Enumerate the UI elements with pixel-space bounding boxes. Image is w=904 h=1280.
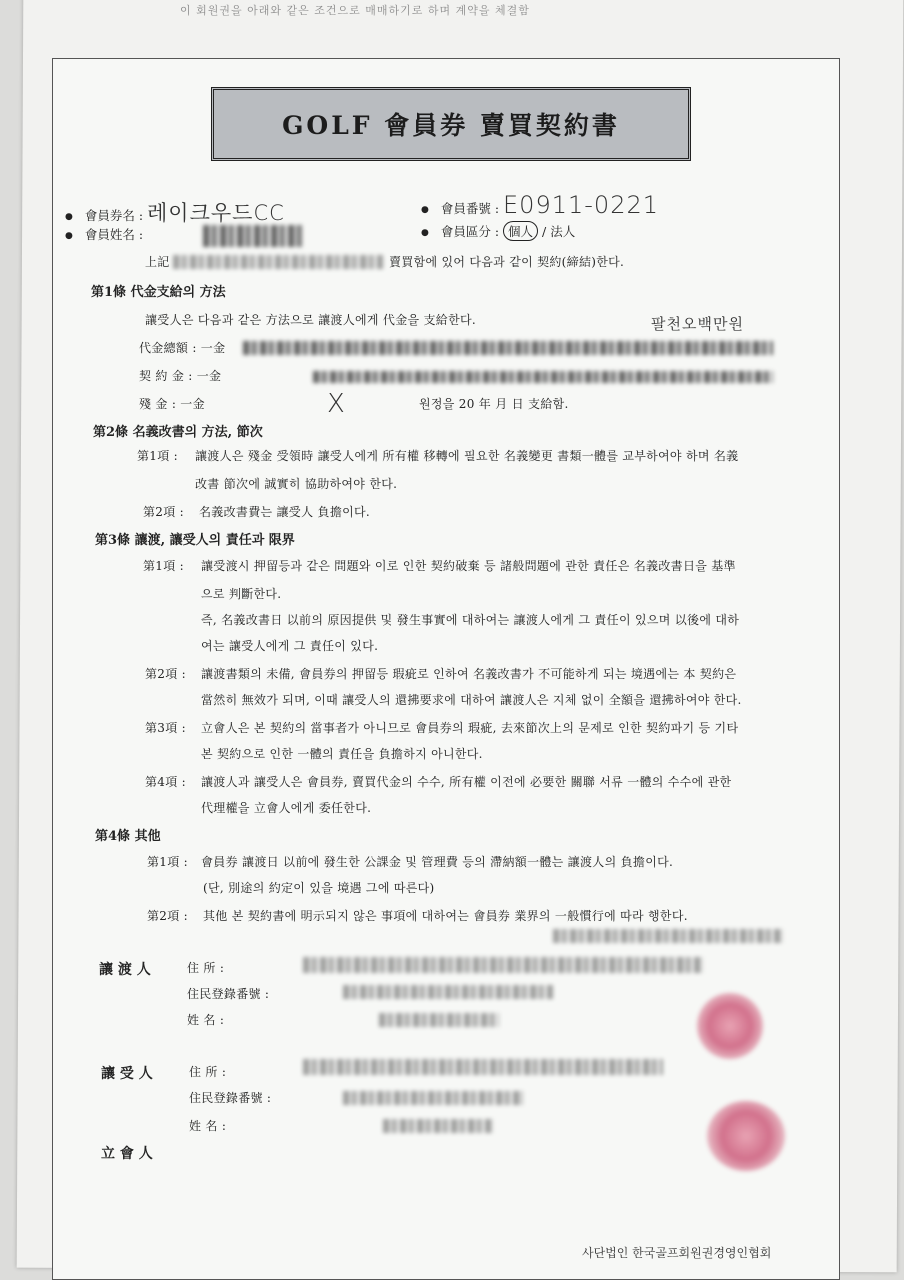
transferor-seal — [697, 993, 763, 1059]
member-class-field: ● 會員區分 : 個人 / 法人 — [421, 221, 575, 241]
article-4-item-2-line-1: 其他 본 契約書에 明示되지 않은 事項에 대하여는 會員券 業界의 一般慣行에 따라 행한다. — [203, 909, 688, 923]
article-1-heading: 第1條 代金支給의 方法 — [91, 285, 226, 300]
redacted-transferee-resident-no — [343, 1091, 523, 1105]
redacted-transferor-resident-no — [343, 985, 553, 999]
article-2-item-2-line-1: 名義改書費는 讓受人 負擔이다. — [199, 505, 371, 519]
contract-deposit-label: 契 約 金 : 一金 — [139, 369, 222, 383]
transferee-address-label: 住 所 : — [189, 1065, 227, 1079]
redacted-transferee-name — [383, 1119, 493, 1133]
transferor-label: 讓 渡 人 — [99, 962, 151, 978]
witness-seal — [707, 1101, 785, 1171]
article-3-item-3-label: 第3項 : — [145, 721, 186, 735]
member-class-corporate: 法人 — [550, 224, 576, 239]
transferor-address-label: 住 所 : — [187, 961, 225, 975]
article-4-item-1-line-1: 會員券 讓渡日 以前에 發生한 公課金 및 管理費 등의 滯納額一體는 讓渡人의 負擔이다. — [201, 855, 674, 869]
title-box — [211, 87, 691, 161]
article-2-item-1-line-2: 改書 節次에 誠實히 協助하여야 한다. — [195, 477, 398, 491]
member-number-value: E0911-0221 — [503, 191, 659, 219]
balance-label: 殘 金 : 一金 — [139, 397, 205, 411]
article-3-item-4-line-1: 讓渡人과 讓受人은 會員券, 賣買代金의 수수, 所有權 이전에 必要한 關聯 서류 一體의 수수에 관한 — [201, 775, 732, 789]
redacted-total-amount — [243, 341, 773, 355]
intro-prefix: 上記 — [145, 255, 170, 269]
article-4-item-1-line-2: (단, 別途의 約定이 있을 境遇 그에 따른다) — [203, 881, 435, 895]
article-3-item-1-line-1: 讓受渡시 押留등과 같은 問題와 이로 인한 契約破棄 등 諸般問題에 관한 責任은 名義改書日을 基準 — [201, 559, 736, 573]
redacted-intro — [173, 255, 383, 269]
article-4-item-1-label: 第1項 : — [147, 855, 188, 869]
redacted-transferee-address — [303, 1059, 663, 1075]
article-2-item-1-label: 第1項 : — [137, 449, 178, 463]
article-3-item-3-line-2: 본 契約으로 인한 一體의 責任을 負擔하지 아니한다. — [201, 747, 483, 761]
redacted-date — [553, 929, 783, 943]
contract-document — [52, 58, 840, 1280]
transferee-resident-no-label: 住民登錄番號 : — [189, 1091, 272, 1105]
footer-organization: 사단법인 한국골프회원권경영인협회 — [582, 1246, 772, 1260]
membership-name-field: ● 會員券名 : 레이크우드CC — [65, 197, 285, 227]
balance-payment-date: 원정을 20 年 月 日 支給함. — [419, 397, 569, 411]
redacted-member-name — [203, 225, 303, 247]
article-3-item-4-line-2: 代理權을 立會人에게 委任한다. — [201, 801, 372, 815]
transferor-resident-no-label: 住民登錄番號 : — [187, 987, 270, 1001]
article-2-heading: 第2條 名義改書의 方法, 節次 — [93, 425, 263, 440]
article-3-item-2-line-1: 讓渡書類의 未備, 會員券의 押留등 瑕疵로 인하여 名義改書가 不可能하게 되는 境遇에는 本 契約은 — [201, 667, 737, 681]
redacted-transferor-name — [379, 1013, 499, 1027]
witness-label: 立 會 人 — [101, 1146, 153, 1162]
redacted-transferor-address — [303, 957, 703, 973]
article-3-item-1-label: 第1項 : — [143, 559, 184, 573]
membership-name-value: 레이크우드CC — [147, 201, 285, 225]
transferee-label: 讓 受 人 — [101, 1066, 153, 1082]
article-3-item-1-line-3: 즉, 名義改書日 以前의 原因提供 및 發生事實에 대하여는 讓渡人에게 그 責任이 있으며 以後에 대하 — [201, 613, 740, 627]
member-class-individual: 個人 — [503, 221, 538, 241]
redacted-deposit — [313, 371, 773, 383]
transferor-name-label: 姓 名 : — [187, 1013, 225, 1027]
article-1-text: 讓受人은 다음과 같은 方法으로 讓渡人에게 代金을 支給한다. — [145, 313, 476, 327]
handwritten-amount: 팔천오백만원 — [651, 315, 744, 333]
total-amount-label: 代金總額 : 一金 — [139, 341, 226, 355]
article-2-item-1-line-1: 讓渡人은 殘金 受領時 讓受人에게 所有權 移轉에 필요한 名義變更 書類一體를 교부하여야 하며 名義 — [195, 449, 739, 463]
article-3-heading: 第3條 讓渡, 讓受人의 責任과 限界 — [95, 533, 295, 548]
article-4-item-2-label: 第2項 : — [147, 909, 188, 923]
member-number-field: ● 會員番號 : E0911-0221 — [421, 191, 659, 219]
transferee-name-label: 姓 名 : — [189, 1119, 227, 1133]
article-4-heading: 第4條 其他 — [95, 829, 161, 844]
article-3-item-3-line-1: 立會人은 본 契約의 當事者가 아니므로 會員券의 瑕疵, 去來節次上의 문제로 인한 契約파기 등 기타 — [201, 721, 739, 735]
article-3-item-4-label: 第4項 : — [145, 775, 186, 789]
article-2-item-2-label: 第2項 : — [143, 505, 184, 519]
article-3-item-1-line-4: 여는 讓受人에게 그 責任이 있다. — [201, 639, 379, 653]
article-3-item-2-line-2: 當然히 無效가 되며, 이때 讓受人의 還拂要求에 대하여 讓渡人은 지체 없이 全額을 還拂하여야 한다. — [201, 693, 742, 707]
member-name-field: ● 會員姓名 : — [65, 225, 143, 243]
balance-handwritten-x: X — [327, 389, 346, 419]
article-3-item-1-line-2: 으로 判斷한다. — [201, 587, 282, 601]
intro-text: 賣買함에 있어 다음과 같이 契約(締結)한다. — [389, 255, 625, 269]
document-title: GOLF 會員券 賣買契約書 — [282, 111, 620, 140]
underlying-page-text: 이 회원권을 아래와 같은 조건으로 매매하기로 하며 계약을 체결함 — [180, 4, 530, 17]
article-3-item-2-label: 第2項 : — [145, 667, 186, 681]
